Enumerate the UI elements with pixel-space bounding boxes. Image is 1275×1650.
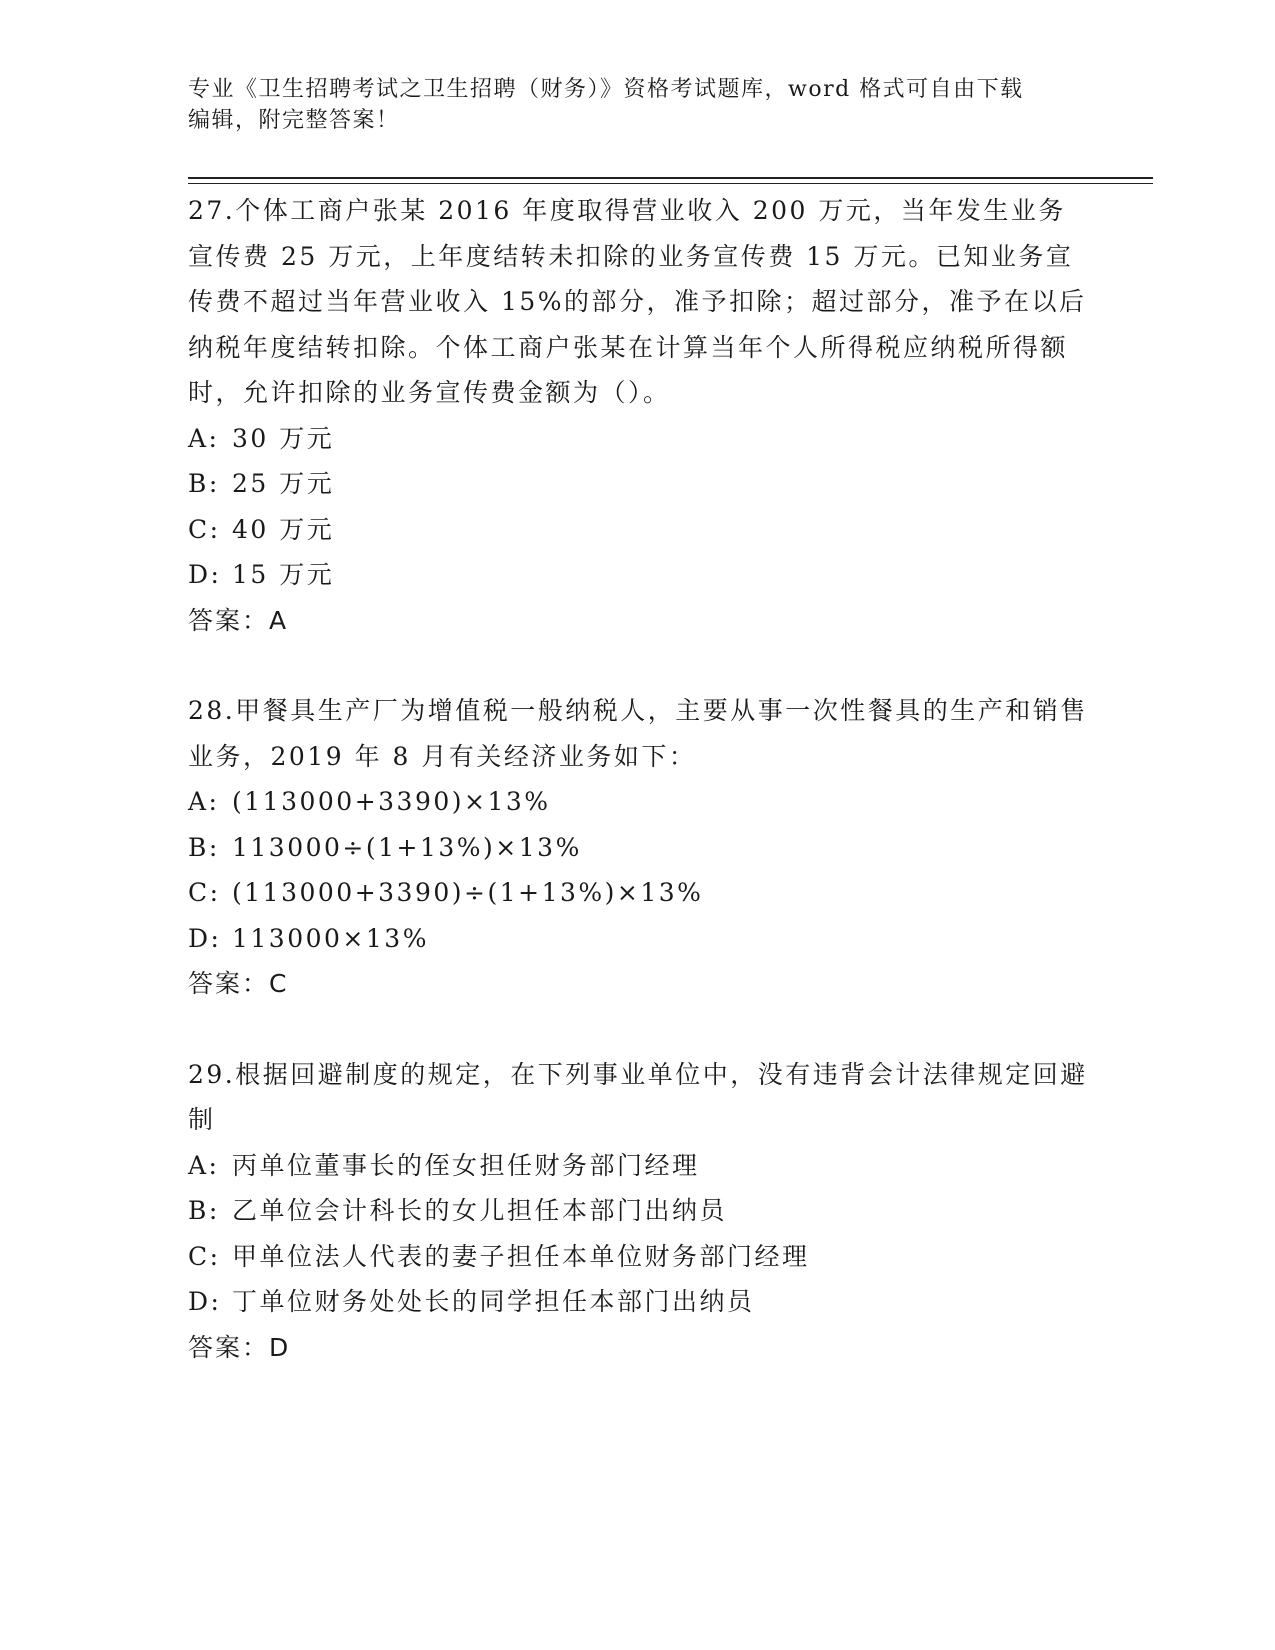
option-text: 40 万元 xyxy=(232,514,335,544)
option-a xyxy=(188,416,1088,462)
question-stem: 29.根据回避制度的规定，在下列事业单位中，没有违背会计法律规定回避制 xyxy=(188,1059,1088,1134)
option-d xyxy=(188,1279,1088,1325)
header-divider-thick xyxy=(188,177,1153,179)
question-29 xyxy=(188,1052,1088,1371)
option-c xyxy=(188,870,1088,916)
answer-line: 答案：C xyxy=(188,969,289,998)
header-divider-thin xyxy=(188,183,1153,184)
option-key: B: xyxy=(188,832,220,862)
option-text: 25 万元 xyxy=(232,469,335,498)
option-a xyxy=(188,779,1088,825)
option-b xyxy=(188,825,1088,871)
option-text: 113000×13% xyxy=(232,923,429,953)
document-header xyxy=(188,74,1088,136)
option-d xyxy=(188,552,1088,598)
option-d xyxy=(188,916,1088,962)
option-key: D: xyxy=(188,560,222,589)
option-key: C: xyxy=(188,514,221,544)
answer-line: 答案：D xyxy=(188,1332,291,1362)
spacer xyxy=(188,643,1088,688)
option-key: C: xyxy=(188,1241,221,1271)
header-line-2: 编辑，附完整答案！ xyxy=(188,108,400,133)
option-key: A: xyxy=(188,787,220,816)
answer-line: 答案：A xyxy=(188,605,289,635)
question-28 xyxy=(188,688,1088,1007)
option-text: 113000÷(1+13%)×13% xyxy=(232,832,582,862)
question-27 xyxy=(188,188,1088,643)
option-key: B: xyxy=(188,469,220,498)
option-text: 15 万元 xyxy=(232,560,335,589)
spacer xyxy=(188,1007,1088,1052)
option-key: A: xyxy=(188,423,220,453)
header-line-1: 专业《卫生招聘考试之卫生招聘（财务）》资格考试题库，word 格式可自由下载 xyxy=(188,77,1024,102)
option-key: D: xyxy=(188,923,222,953)
option-b xyxy=(188,1188,1088,1234)
option-text: 丙单位董事长的侄女担任财务部门经理 xyxy=(232,1150,700,1180)
question-stem: 28.甲餐具生产厂为增值税一般纳税人，主要从事一次性餐具的生产和销售业务，2019 年 8 月有关经济业务如下： xyxy=(188,696,1088,771)
option-c xyxy=(188,507,1088,553)
option-text: 丁单位财务处处长的同学担任本部门出纳员 xyxy=(232,1287,755,1316)
question-list xyxy=(188,188,1088,1370)
option-text: 乙单位会计科长的女儿担任本部门出纳员 xyxy=(232,1196,728,1225)
option-key: B: xyxy=(188,1196,220,1225)
question-stem: 27.个体工商户张某 2016 年度取得营业收入 200 万元，当年发生业务宣传费 25 万元，上年度结转未扣除的业务宣传费 15 万元。已知业务宣传费不超过当年营业收入 15%的部分，准予扣除；超过部分，准予在以后纳税年度结转扣除。个体工商户张某在计算当年个人所得税应纳税所得额时，允许扣除的业务宣传费金额为（）。 xyxy=(188,196,1087,407)
option-b xyxy=(188,461,1088,507)
option-text: 甲单位法人代表的妻子担任本单位财务部门经理 xyxy=(232,1241,810,1271)
option-key: D: xyxy=(188,1287,222,1316)
option-key: A: xyxy=(188,1150,220,1180)
option-key: C: xyxy=(188,878,221,907)
option-c xyxy=(188,1234,1088,1280)
option-text: (113000+3390)×13% xyxy=(232,787,551,816)
option-text: 30 万元 xyxy=(232,423,335,453)
option-a xyxy=(188,1143,1088,1189)
option-text: (113000+3390)÷(1+13%)×13% xyxy=(232,878,704,907)
